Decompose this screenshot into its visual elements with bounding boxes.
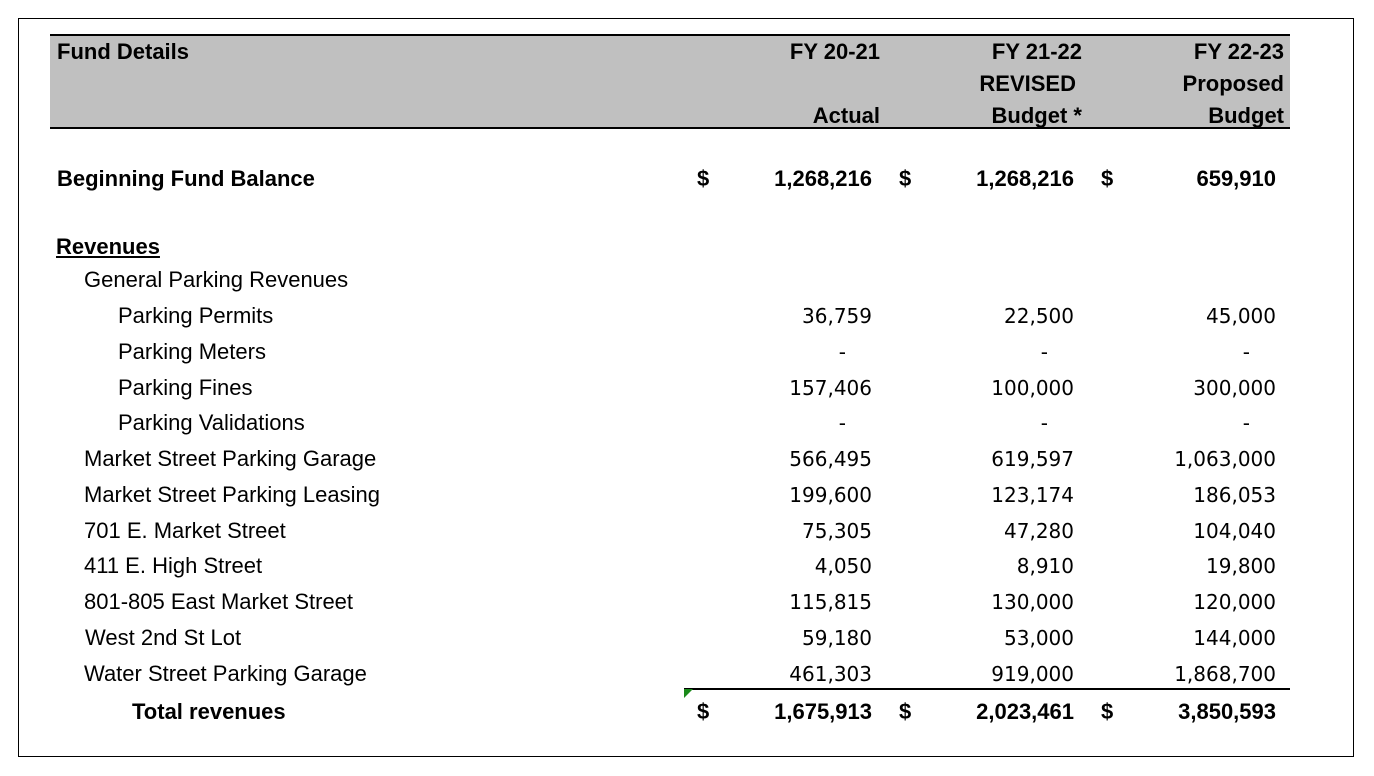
revenue-row-label: West 2nd St Lot: [85, 625, 242, 650]
revenue-row-value-fy2122: 53,000: [1004, 626, 1074, 650]
total-value-1: 1,675,913: [774, 699, 872, 724]
total-value-2: 2,023,461: [976, 699, 1074, 724]
revenue-row-value-fy2021: 115,815: [789, 590, 872, 614]
revenue-row-value-fy2223: -: [1242, 340, 1250, 364]
revenue-row-value-fy2122: -: [1040, 340, 1048, 364]
total-currency-3: $: [1101, 699, 1114, 724]
revenue-row-value-fy2122: 619,597: [991, 447, 1074, 471]
col3-header-line1: FY 22-23: [1193, 39, 1284, 64]
revenue-row-value-fy2021: 461,303: [789, 662, 872, 686]
revenue-row-value-fy2223: 1,063,000: [1174, 447, 1276, 471]
revenue-row-value-fy2021: -: [838, 411, 846, 435]
revenue-row-value-fy2122: 919,000: [991, 662, 1074, 686]
total-currency-2: $: [899, 699, 912, 724]
revenue-row-value-fy2122: 8,910: [1016, 554, 1074, 578]
beginning-currency-1: $: [697, 166, 710, 191]
revenue-row-value-fy2021: 36,759: [802, 304, 872, 328]
revenue-row-value-fy2021: -: [838, 340, 846, 364]
revenue-row-label: Parking Permits: [118, 303, 274, 328]
revenue-row-label: 701 E. Market Street: [84, 518, 286, 543]
col3-header-line2: Proposed: [1182, 71, 1284, 96]
general-parking-group-label: General Parking Revenues: [84, 267, 349, 292]
beginning-currency-3: $: [1101, 166, 1114, 191]
revenue-row-value-fy2122: 22,500: [1004, 304, 1074, 328]
revenue-row-value-fy2122: 47,280: [1004, 519, 1074, 543]
revenue-row-value-fy2223: 120,000: [1193, 590, 1276, 614]
total-revenues-label: Total revenues: [132, 699, 286, 724]
table-header-band: [50, 34, 1290, 129]
fund-details-title: Fund Details: [57, 39, 190, 64]
total-value-3: 3,850,593: [1178, 699, 1276, 724]
revenue-row-value-fy2223: 186,053: [1193, 483, 1276, 507]
revenue-row-value-fy2122: -: [1040, 411, 1048, 435]
revenue-row-value-fy2021: 59,180: [802, 626, 872, 650]
revenue-row-value-fy2021: 566,495: [789, 447, 872, 471]
total-separator-line: [684, 688, 1290, 690]
revenue-row-value-fy2223: 144,000: [1193, 626, 1276, 650]
col2-header-line2: REVISED: [979, 71, 1076, 96]
revenue-row-value-fy2223: 104,040: [1193, 519, 1276, 543]
revenue-row-label: Parking Fines: [118, 375, 253, 400]
col1-header-line1: FY 20-21: [789, 39, 880, 64]
beginning-currency-2: $: [899, 166, 912, 191]
revenues-heading: Revenues: [56, 234, 160, 259]
revenue-row-value-fy2223: -: [1242, 411, 1250, 435]
total-currency-1: $: [697, 699, 710, 724]
revenue-row-value-fy2223: 300,000: [1193, 376, 1276, 400]
revenue-row-value-fy2021: 4,050: [814, 554, 872, 578]
revenue-row-value-fy2223: 45,000: [1206, 304, 1276, 328]
cell-comment-indicator-icon: [684, 689, 693, 698]
revenue-row-value-fy2122: 123,174: [991, 483, 1074, 507]
col2-header-line3: Budget *: [991, 103, 1082, 128]
revenue-row-value-fy2223: 19,800: [1206, 554, 1276, 578]
revenue-row-value-fy2021: 157,406: [789, 376, 872, 400]
col3-header-line3: Budget: [1208, 103, 1284, 128]
revenue-row-label: Market Street Parking Garage: [84, 446, 377, 471]
col2-header-line1: FY 21-22: [991, 39, 1082, 64]
revenue-row-label: Parking Validations: [118, 410, 305, 435]
revenue-row-value-fy2223: 1,868,700: [1174, 662, 1276, 686]
revenue-row-label: 411 E. High Street: [84, 553, 263, 578]
beginning-value-2: 1,268,216: [976, 166, 1074, 191]
revenue-row-label: Water Street Parking Garage: [84, 661, 367, 686]
revenue-row-value-fy2122: 130,000: [991, 590, 1074, 614]
revenue-row-label: 801-805 East Market Street: [84, 589, 354, 614]
revenue-row-label: Parking Meters: [118, 339, 266, 364]
revenue-row-value-fy2021: 199,600: [789, 483, 872, 507]
beginning-value-3: 659,910: [1196, 166, 1276, 191]
revenue-row-label: Market Street Parking Leasing: [84, 482, 380, 507]
col1-header-line3: Actual: [812, 103, 880, 128]
beginning-balance-label: Beginning Fund Balance: [57, 166, 315, 191]
revenue-row-value-fy2021: 75,305: [802, 519, 872, 543]
revenue-row-value-fy2122: 100,000: [991, 376, 1074, 400]
beginning-value-1: 1,268,216: [774, 166, 872, 191]
